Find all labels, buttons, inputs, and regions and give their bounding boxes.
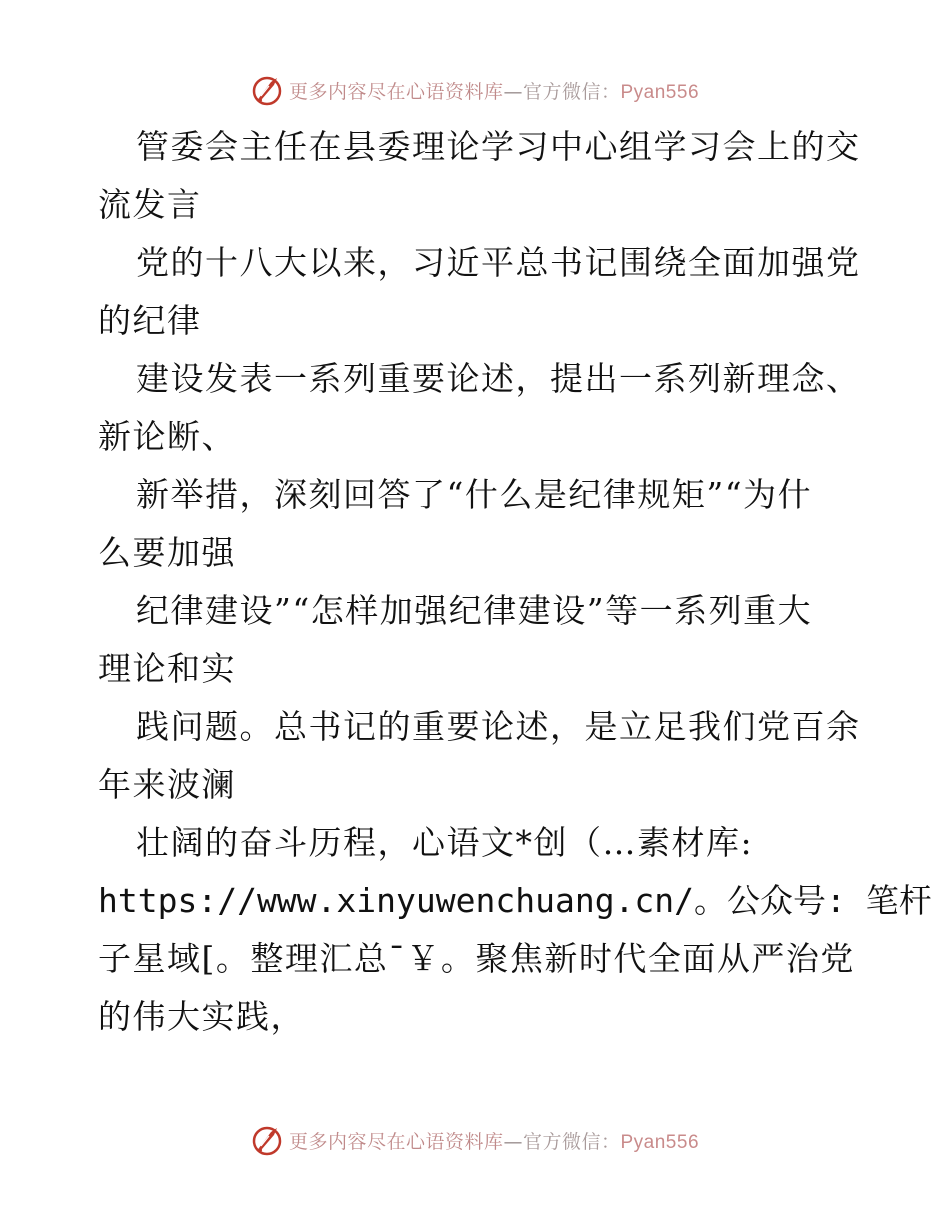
text-line: 纪律建设”“怎样加强纪律建设”等一系列重大 bbox=[136, 591, 813, 630]
text-line: 流发言 bbox=[98, 185, 202, 224]
text-line: 党的十八大以来，习近平总书记围绕全面加强党 bbox=[136, 243, 861, 282]
banner-account: Pyan556 bbox=[620, 81, 700, 103]
banner-separator: — bbox=[503, 1130, 523, 1153]
text-line: 新举措，深刻回答了“什么是纪律规矩”“为什 bbox=[136, 475, 813, 514]
text-line: 管委会主任在县委理论学习中心组学习会上的交 bbox=[136, 127, 861, 166]
banner-text bbox=[289, 77, 699, 104]
text-line: 的伟大实践， bbox=[98, 997, 305, 1036]
text-line: 壮阔的奋斗历程，心语文*创（…素材库: bbox=[136, 823, 754, 862]
banner-account: Pyan556 bbox=[620, 1131, 700, 1153]
banner-official-label: 官方微信： bbox=[522, 80, 621, 103]
text-line: 践问题。总书记的重要论述，是立足我们党百余 bbox=[136, 707, 861, 746]
header-banner bbox=[0, 70, 950, 110]
text-line: 理论和实 bbox=[98, 649, 236, 688]
banner-official-label: 官方微信： bbox=[522, 1130, 621, 1153]
text-line: 新论断、 bbox=[98, 417, 236, 456]
text-line: 的纪律 bbox=[98, 301, 202, 340]
footer-banner bbox=[0, 1120, 950, 1160]
text-line: 子星域[。整理汇总¯￥。聚焦新时代全面从严治党 bbox=[98, 939, 855, 978]
text-line: 年来波澜 bbox=[98, 765, 236, 804]
text-line: 建设发表一系列重要论述，提出一系列新理念、 bbox=[136, 359, 861, 398]
document-body bbox=[98, 118, 932, 1046]
banner-separator: — bbox=[503, 80, 523, 103]
quill-pen-logo-icon bbox=[251, 1124, 283, 1156]
quill-pen-logo-icon bbox=[251, 74, 283, 106]
text-line: 么要加强 bbox=[98, 533, 236, 572]
banner-main-text: 更多内容尽在心语资料库 bbox=[288, 1130, 504, 1153]
text-line-url: https://www.xinyuwenchuang.cn/。公众号: 笔杆 bbox=[98, 881, 932, 920]
banner-main-text: 更多内容尽在心语资料库 bbox=[288, 80, 504, 103]
banner-text bbox=[289, 1127, 699, 1154]
